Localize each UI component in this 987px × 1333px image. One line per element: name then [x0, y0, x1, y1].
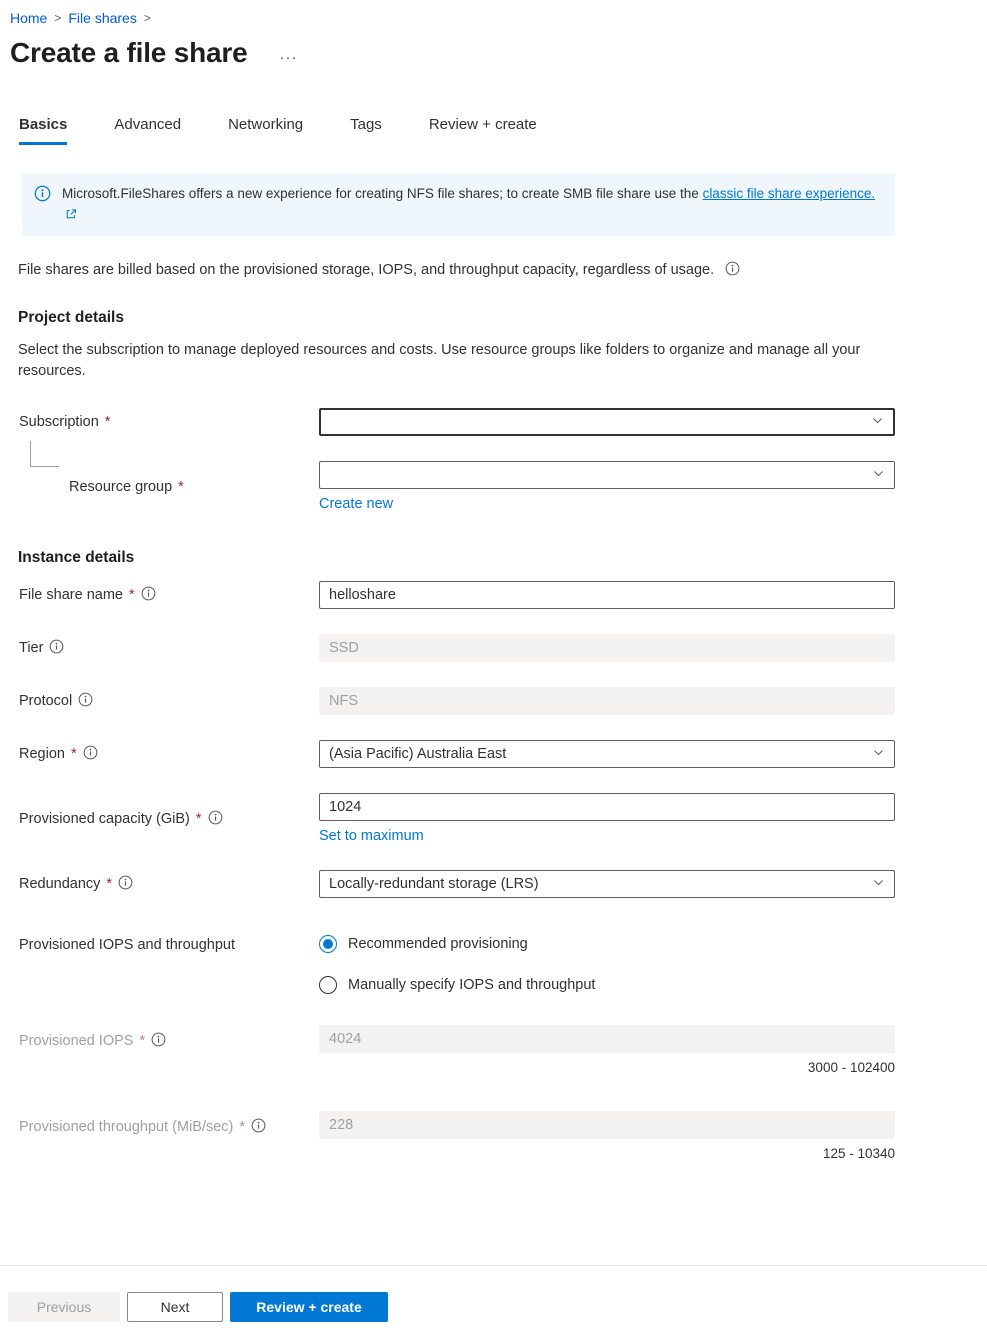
more-options-icon[interactable]: ···	[279, 48, 298, 66]
info-icon[interactable]	[83, 745, 98, 764]
region-row	[19, 740, 987, 768]
billing-note-text: File shares are billed based on the provisioned storage, IOPS, and throughput capacity, regardless of usage.	[18, 262, 715, 279]
protocol-input	[319, 687, 895, 715]
radio-recommended-provisioning[interactable]	[319, 935, 895, 953]
banner-text	[62, 184, 881, 225]
title-row	[10, 37, 987, 69]
provisioned-throughput-range: 125 - 10340	[822, 1146, 895, 1162]
required-marker: *	[178, 479, 184, 496]
provisioned-capacity-label	[19, 809, 319, 829]
redundancy-label	[19, 874, 319, 894]
wizard-tabs	[19, 116, 987, 145]
instance-details-heading: Instance details	[18, 549, 135, 567]
provisioned-throughput-row	[19, 1111, 987, 1161]
iops-mode-label-text: Provisioned IOPS and throughput	[19, 937, 236, 954]
tab-tags[interactable]: Tags	[350, 116, 382, 133]
resource-group-dropdown[interactable]	[319, 461, 895, 489]
chevron-down-icon	[872, 876, 885, 893]
info-icon	[34, 184, 51, 225]
info-banner	[22, 173, 895, 236]
tab-basics[interactable]: Basics	[19, 116, 67, 145]
protocol-row	[19, 687, 987, 715]
classic-experience-link[interactable]: classic file share experience.	[702, 186, 876, 201]
protocol-label-text: Protocol	[19, 693, 73, 710]
required-marker: *	[195, 811, 202, 828]
resource-group-row	[19, 461, 987, 513]
provisioned-iops-row	[19, 1025, 987, 1075]
provisioned-capacity-row	[19, 793, 987, 845]
banner-message: Microsoft.FileShares offers a new experience for creating NFS file shares; to create SMB file share use the	[62, 186, 699, 201]
iops-mode-radio-group	[319, 929, 895, 994]
project-details-description: Select the subscription to manage deployed resources and costs. Use resource groups like folders to organize and manage all your resources.	[18, 342, 861, 380]
provisioned-throughput-input	[319, 1111, 895, 1139]
radio-unselected-icon[interactable]	[319, 976, 337, 994]
breadcrumb-separator-icon: >	[143, 11, 151, 25]
provisioned-capacity-label-text: Provisioned capacity (GiB)	[19, 811, 190, 828]
radio-manual-label: Manually specify IOPS and throughput	[348, 977, 596, 994]
billing-note	[18, 260, 895, 280]
radio-selected-icon[interactable]	[319, 935, 337, 953]
provisioned-iops-label	[19, 1025, 319, 1051]
required-marker: *	[139, 1033, 146, 1050]
page-title: Create a file share	[10, 37, 248, 68]
region-dropdown[interactable]	[319, 740, 895, 768]
info-icon[interactable]	[118, 875, 133, 894]
radio-manual-iops[interactable]	[319, 976, 895, 994]
tab-advanced[interactable]: Advanced	[114, 116, 182, 133]
iops-mode-row	[19, 929, 987, 994]
region-label	[19, 744, 319, 764]
iops-mode-label	[19, 929, 319, 953]
previous-button: Previous	[8, 1292, 120, 1322]
create-new-link[interactable]: Create new	[319, 496, 394, 513]
provisioned-throughput-label-text: Provisioned throughput (MiB/sec)	[19, 1119, 234, 1136]
file-share-name-label	[19, 585, 319, 605]
info-icon[interactable]	[251, 1118, 266, 1137]
provisioned-capacity-input[interactable]	[319, 793, 895, 821]
tier-label	[19, 638, 319, 658]
region-value: (Asia Pacific) Australia East	[329, 746, 507, 763]
tier-label-text: Tier	[19, 640, 44, 657]
next-button[interactable]: Next	[127, 1292, 223, 1322]
breadcrumb	[10, 10, 987, 26]
redundancy-value: Locally-redundant storage (LRS)	[329, 876, 539, 893]
project-details-heading: Project details	[18, 309, 124, 327]
region-label-text: Region	[19, 746, 65, 763]
file-share-name-row	[19, 581, 987, 609]
required-marker: *	[106, 876, 113, 893]
info-icon[interactable]	[151, 1032, 166, 1051]
tab-review-create[interactable]: Review + create	[428, 116, 537, 133]
subscription-row	[19, 408, 987, 436]
tab-networking[interactable]: Networking	[228, 116, 304, 133]
required-marker: *	[104, 414, 111, 431]
subscription-label	[19, 414, 319, 430]
required-marker: *	[128, 587, 135, 604]
radio-recommended-label: Recommended provisioning	[348, 936, 528, 953]
protocol-label	[19, 691, 319, 711]
subscription-label-text: Subscription	[19, 414, 99, 431]
redundancy-label-text: Redundancy	[19, 876, 101, 893]
review-create-button[interactable]: Review + create	[230, 1292, 388, 1322]
provisioned-iops-range: 3000 - 102400	[807, 1060, 895, 1076]
project-details-form	[19, 408, 987, 513]
tier-row	[19, 634, 987, 662]
external-link-icon[interactable]	[65, 208, 77, 223]
info-icon[interactable]	[725, 264, 740, 280]
breadcrumb-home-link[interactable]: Home	[10, 10, 48, 26]
tier-input	[319, 634, 895, 662]
info-icon[interactable]	[78, 692, 93, 711]
breadcrumb-file-shares-link[interactable]: File shares	[68, 10, 137, 26]
breadcrumb-separator-icon: >	[54, 11, 62, 25]
info-icon[interactable]	[208, 810, 223, 829]
info-icon[interactable]	[49, 639, 64, 658]
required-marker: *	[70, 746, 77, 763]
file-share-name-input[interactable]	[319, 581, 895, 609]
chevron-down-icon	[872, 746, 885, 763]
set-to-maximum-link[interactable]: Set to maximum	[319, 828, 424, 845]
required-marker: *	[239, 1119, 246, 1136]
redundancy-row	[19, 870, 987, 898]
info-icon[interactable]	[141, 586, 156, 605]
page-header	[0, 0, 987, 69]
resource-group-label	[19, 479, 319, 495]
subscription-dropdown[interactable]	[319, 408, 895, 436]
provisioned-iops-label-text: Provisioned IOPS	[19, 1033, 134, 1050]
provisioned-iops-input	[319, 1025, 895, 1053]
instance-details-form	[19, 581, 987, 1161]
resource-group-label-text: Resource group	[69, 479, 173, 496]
hierarchy-connector-line	[30, 441, 59, 467]
provisioned-throughput-label	[19, 1111, 319, 1137]
file-share-name-label-text: File share name	[19, 587, 123, 604]
redundancy-dropdown[interactable]	[319, 870, 895, 898]
chevron-down-icon	[872, 467, 885, 484]
wizard-footer	[0, 1265, 987, 1333]
chevron-down-icon	[871, 414, 884, 431]
